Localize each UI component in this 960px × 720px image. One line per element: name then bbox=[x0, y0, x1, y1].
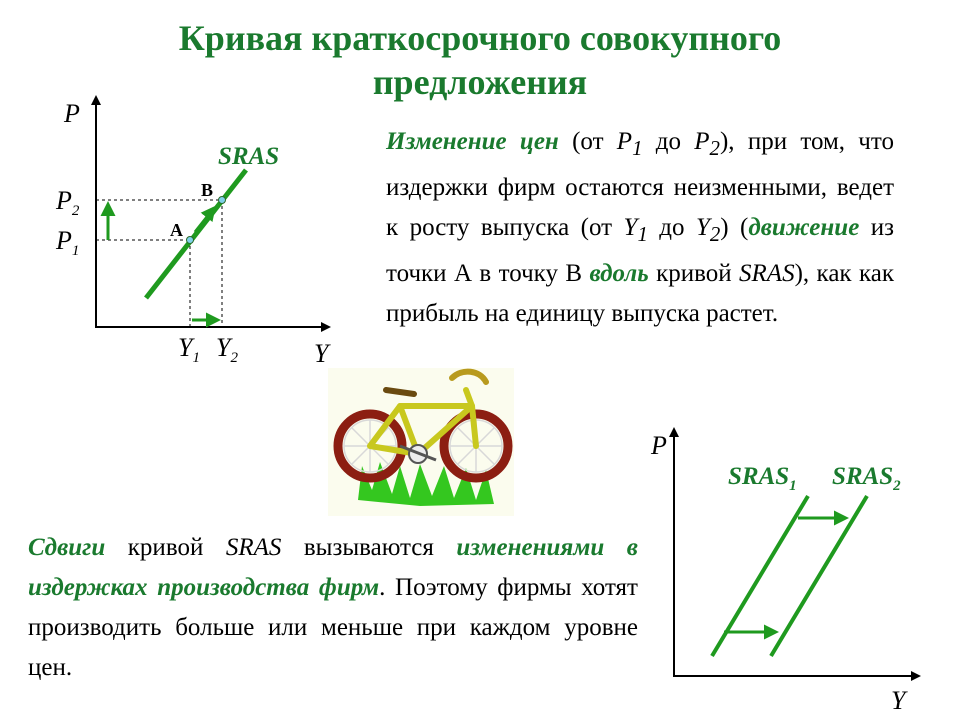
price-axis-label: P bbox=[64, 99, 80, 128]
slide-title-line-1: Кривая краткосрочного совокупного bbox=[178, 18, 782, 58]
sras-curve-label: SRAS bbox=[218, 143, 280, 170]
movement-arrow-along-curve bbox=[195, 208, 214, 232]
point-a-label: A bbox=[170, 220, 183, 240]
p1-label: $P_1$ bbox=[56, 226, 80, 259]
sras-shift-graph bbox=[650, 431, 916, 715]
point-a-marker bbox=[187, 237, 194, 244]
point-b-label: B bbox=[201, 180, 214, 200]
movement-explanation-text: Изменение цен (от $P_1$ до $P_2$), при том, что издержки фирм остаются неизменными, ведет к росту выпуска (от $Y_1$ до $Y_2$) (движение из точки А в точку В вдоль кривой SRAS), как как прибыль на единицу выпуска растет. bbox=[386, 128, 894, 327]
output-axis-label: Y bbox=[314, 339, 329, 368]
output-axis-label-2: Y bbox=[891, 686, 906, 715]
sras-curve bbox=[146, 170, 246, 298]
sras1-label: $SRAS_1$ bbox=[728, 463, 797, 494]
sras2-label: $SRAS_2$ bbox=[832, 463, 901, 494]
shift-explanation-text: Сдвиги кривой SRAS вызываются изменениями в издержках производства фирм. Поэтому фирмы хотят производить больше или меньше при каждом уровне цен. bbox=[28, 534, 638, 681]
p2-label: $P_2$ bbox=[56, 186, 80, 219]
slide-title-line-2: предложения bbox=[372, 62, 588, 102]
point-b-marker bbox=[219, 197, 226, 204]
y2-label: $Y_2$ bbox=[216, 333, 238, 366]
sras2-curve bbox=[771, 496, 867, 656]
price-axis-label-2: P bbox=[651, 431, 667, 460]
movement-along-sras-graph bbox=[55, 99, 331, 368]
bicycle-icon bbox=[328, 368, 514, 516]
y1-label: $Y_1$ bbox=[178, 333, 200, 366]
